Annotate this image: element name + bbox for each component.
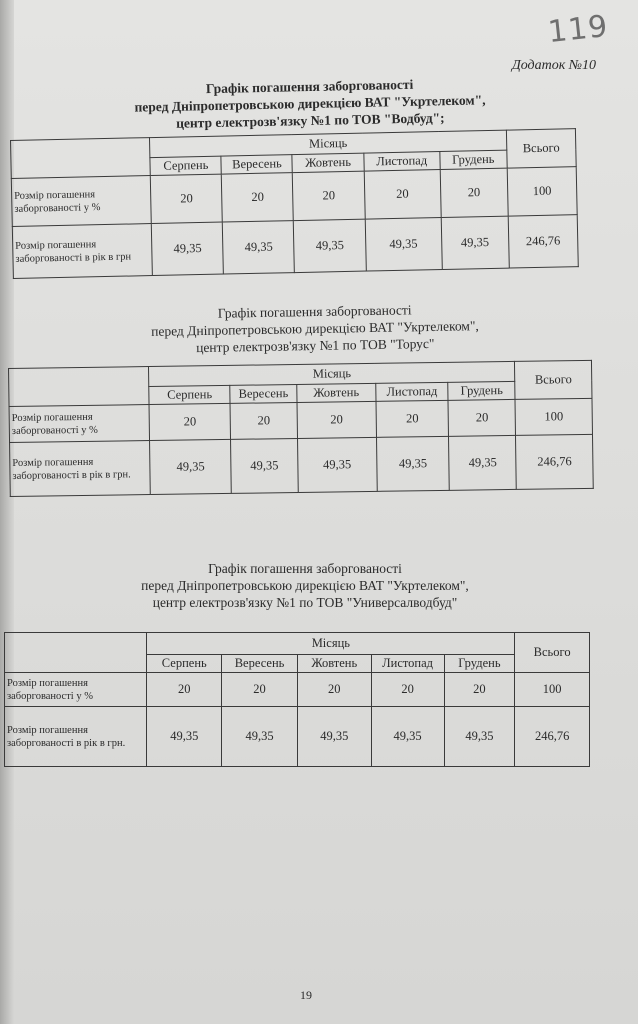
table-1-month: Серпень (150, 156, 221, 175)
table-3-month: Вересень (222, 655, 298, 673)
table-3-total-header: Всього (515, 633, 590, 673)
row-label: Розмір погашення заборгованості у % (11, 176, 151, 227)
table-row (12, 215, 578, 279)
table-cell: 49,35 (441, 216, 509, 269)
table-2 (8, 360, 594, 497)
table-cell: 49,35 (449, 435, 517, 490)
table-cell: 49,35 (294, 219, 366, 272)
table-1-corner (11, 138, 151, 179)
table-cell: 49,35 (223, 221, 295, 274)
table-3-month: Серпень (147, 655, 222, 673)
table-cell: 20 (297, 401, 376, 438)
table-3-month: Листопад (371, 655, 444, 673)
total-cell: 100 (507, 167, 577, 216)
table-cell: 20 (230, 402, 297, 439)
table-cell: 20 (376, 400, 449, 437)
total-cell: 100 (515, 398, 592, 435)
table-cell: 20 (297, 673, 371, 707)
table-cell: 49,35 (297, 437, 376, 492)
table-cell: 49,35 (376, 436, 450, 491)
row-label: Розмір погашення заборгованості в рік в грн. (10, 441, 151, 497)
table-3 (4, 632, 590, 767)
table-cell: 20 (147, 673, 222, 707)
table-cell: 49,35 (371, 707, 444, 767)
table-2-total-header: Всього (515, 360, 592, 399)
table-1-month: Грудень (440, 150, 507, 169)
total-cell: 246,76 (508, 215, 578, 268)
table-cell: 49,35 (365, 217, 442, 271)
total-cell: 246,76 (516, 434, 593, 489)
table-1-title-line-1: Графік погашення заборгованості (205, 76, 414, 97)
table-1-total-header: Всього (506, 129, 576, 168)
table-2-month: Грудень (448, 381, 515, 400)
table-row (5, 673, 590, 707)
table-3-title-line-1: Графік погашення заборгованості (208, 561, 402, 576)
table-cell: 49,35 (222, 707, 298, 767)
total-cell: 246,76 (515, 707, 590, 767)
table-3-title-line-3: центр електрозв'язку №1 по ТОВ "Универсалводбуд" (152, 595, 458, 610)
table-3-month-header: Місяць (147, 633, 515, 655)
total-cell: 100 (515, 673, 590, 707)
page-number: 19 (300, 988, 312, 1002)
table-2-month: Вересень (230, 384, 297, 403)
table-cell: 49,35 (231, 438, 299, 493)
table-2-corner (9, 367, 150, 407)
table-2-month-header: Місяць (149, 361, 515, 386)
table-row (5, 707, 590, 767)
table-2-month: Жовтень (297, 383, 376, 402)
table-1 (10, 128, 579, 279)
table-3-month: Жовтень (297, 655, 371, 673)
table-cell: 20 (293, 171, 365, 220)
table-2-title-line-2: перед Дніпропетровською дирекцією ВАТ "Укртелеком", (151, 318, 479, 339)
table-1-title-line-3: центр електрозв'язку №1 по ТОВ "Водбуд"; (175, 110, 445, 131)
table-cell: 20 (371, 673, 444, 707)
table-1-month: Жовтень (292, 153, 363, 172)
table-cell: 49,35 (147, 707, 222, 767)
table-3-month: Грудень (444, 655, 515, 673)
table-2-title-line-3: центр електрозв'язку №1 по ТОВ "Торус" (196, 335, 435, 356)
row-label: Розмір погашення заборгованості в рік в грн (12, 224, 152, 279)
table-cell: 49,35 (150, 439, 231, 494)
table-3-corner (5, 633, 147, 673)
table-cell: 20 (364, 170, 441, 220)
table-3-title-line-2: перед Дніпропетровською дирекцією ВАТ "Укртелеком", (141, 578, 469, 593)
appendix-label: Додаток №10 (511, 58, 596, 73)
row-label: Розмір погашення заборгованості в рік в грн. (5, 707, 147, 767)
table-1-title-line-2: перед Дніпропетровською дирекцією ВАТ "Укртелеком", (134, 92, 486, 115)
table-cell: 20 (149, 403, 230, 440)
table-1-title (90, 73, 531, 133)
table-row (10, 434, 594, 496)
table-2-title-line-1: Графік погашення заборгованості (217, 302, 412, 321)
table-cell: 20 (444, 673, 515, 707)
table-cell: 20 (222, 673, 298, 707)
table-cell: 49,35 (444, 707, 515, 767)
table-1-month: Вересень (221, 155, 292, 174)
table-3-title (75, 560, 535, 611)
row-label: Розмір погашення заборгованості у % (5, 673, 147, 707)
table-2-title (95, 299, 536, 358)
table-cell: 49,35 (152, 222, 224, 275)
table-cell: 49,35 (297, 707, 371, 767)
table-cell: 20 (151, 174, 223, 223)
table-1-month-header: Місяць (150, 130, 507, 157)
table-cell: 20 (440, 168, 508, 217)
table-1-month: Листопад (363, 152, 439, 172)
table-2-month: Серпень (149, 385, 230, 404)
table-2-month: Листопад (375, 382, 448, 401)
table-cell: 20 (222, 173, 294, 222)
row-label: Розмір погашення заборгованості у % (9, 405, 150, 443)
table-cell: 20 (448, 399, 515, 436)
handwritten-page-number: 119 (546, 8, 610, 51)
